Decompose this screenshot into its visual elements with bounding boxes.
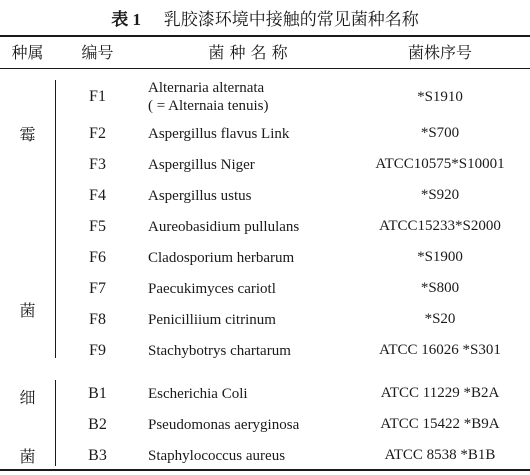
species-name	[148, 409, 360, 440]
strain-code: F3	[89, 155, 106, 173]
table-row	[0, 409, 530, 440]
strain-code: B2	[88, 415, 107, 433]
species-name	[148, 180, 360, 211]
strain-code: F4	[89, 186, 106, 204]
header-code: 编号	[81, 43, 114, 62]
strain-number: ATCC15233*S2000	[379, 218, 501, 234]
table-row	[0, 335, 530, 366]
species-name	[148, 211, 360, 242]
species-name	[148, 378, 360, 409]
species-name-line: Paecukimyces cariotl	[148, 280, 276, 297]
species-name-line: Staphylococcus aureus	[148, 447, 286, 464]
strain-number: ATCC 16026 *S301	[379, 342, 501, 358]
strain-number: ATCC 15422 *B9A	[380, 416, 500, 432]
species-name	[148, 304, 360, 335]
strain-code: F5	[89, 217, 106, 235]
species-name	[148, 440, 360, 471]
strain-number: *S1900	[417, 249, 463, 265]
table-row	[0, 180, 530, 211]
species-name-line: ( = Alternaia tenuis)	[148, 98, 269, 114]
table-number: 表 1	[111, 10, 141, 29]
strain-code: B1	[88, 384, 107, 402]
strain-number: *S20	[424, 311, 456, 327]
species-name-line: Pseudomonas aeryginosa	[148, 416, 300, 433]
species-name	[148, 118, 360, 149]
header-species: 菌 种 名 称	[208, 43, 288, 62]
table-row	[0, 118, 530, 149]
species-name-line: Aspergillus flavus Link	[148, 125, 290, 142]
strain-number: *S1910	[417, 88, 463, 105]
species-name-line: Cladosporium herbarum	[148, 249, 295, 266]
species-name-line: Aspergillus Niger	[148, 156, 255, 173]
species-name-line: Aureobasidium pullulans	[148, 218, 300, 235]
species-name-line: Penicilliium citrinum	[148, 311, 276, 328]
header-genus: 种属	[11, 43, 44, 62]
strain-code: F2	[89, 124, 106, 142]
table-row	[0, 211, 530, 242]
species-name	[148, 273, 360, 304]
strain-code: B3	[88, 446, 107, 464]
species-name-line: Alternaria alternata	[148, 80, 265, 96]
table-title	[0, 5, 530, 30]
table-row	[0, 273, 530, 304]
header-strain: 菌株序号	[407, 43, 472, 62]
strain-code: F8	[89, 310, 106, 328]
species-name	[148, 76, 360, 118]
table-row	[0, 378, 530, 409]
strain-code: F1	[89, 88, 106, 105]
genus-fungi-char-2: 菌	[19, 301, 36, 320]
species-name-line: Stachybotrys chartarum	[148, 342, 291, 359]
genus-bacteria-char-1: 细	[19, 388, 36, 407]
species-name	[148, 242, 360, 273]
table-row	[0, 149, 530, 180]
strain-code: F9	[89, 341, 106, 359]
strain-number: *S800	[420, 280, 460, 296]
strain-number: ATCC 8538 *B1B	[384, 447, 496, 463]
species-name	[148, 149, 360, 180]
species-name-line: Aspergillus ustus	[148, 187, 252, 204]
table-row	[0, 440, 530, 471]
strain-number: ATCC 11229 *B2A	[380, 385, 500, 401]
strain-number: *S920	[420, 187, 460, 203]
genus-fungi-char-1: 霉	[19, 125, 36, 144]
table-caption: 乳胶漆环境中接触的常见菌种名称	[163, 10, 419, 30]
strain-code: F6	[89, 248, 106, 266]
strain-number: *S700	[420, 125, 460, 141]
table-row	[0, 242, 530, 273]
bottom-rule	[0, 469, 530, 471]
header-rule	[0, 68, 530, 69]
top-rule	[0, 35, 530, 37]
genus-bacteria-char-2: 菌	[19, 447, 36, 466]
table-row	[0, 304, 530, 335]
species-name	[148, 335, 360, 366]
species-name-line: Escherichia Coli	[148, 385, 248, 402]
table-row	[0, 76, 530, 118]
strain-code: F7	[89, 279, 106, 297]
strain-number: ATCC10575*S10001	[375, 156, 505, 172]
